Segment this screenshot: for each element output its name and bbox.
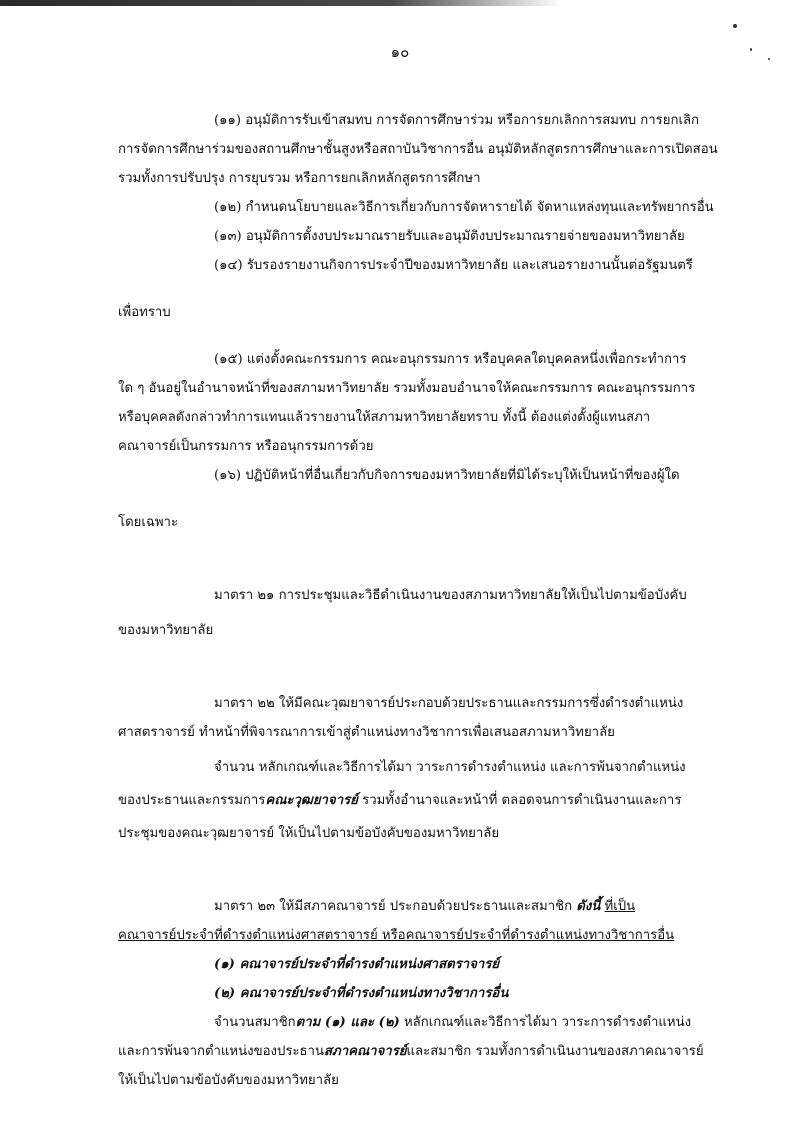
clause-12: (๑๒) กำหนดนโยบายและวิธีการเกี่ยวกับการจัดหารายได้ จัดหาแหล่งทุนและทรัพยากรอื่น [214, 200, 714, 215]
section-23-text: มาตรา ๒๓ ให้มีสภาคณาจารย์ ประกอบด้วยประธานและสมาชิก [214, 899, 577, 914]
document-body [118, 106, 718, 1095]
section-23-text: และสมาชิก รวมทั้งการดำเนินงานของสภาคณาจารย์ [406, 1044, 704, 1059]
amended-text: ตาม (๑) และ (๒) [295, 1015, 400, 1030]
clause-15-line-4: คณาจารย์เป็นกรรมการ หรืออนุกรรมการด้วย [118, 439, 374, 454]
page-number: ๑๐ [390, 43, 410, 61]
amended-text: ดังนี้ [576, 899, 601, 914]
section-21-line-1: มาตรา ๒๑ การประชุมและวิธีดำเนินงานของสภามหาวิทยาลัยให้เป็นไปตามข้อบังคับ [214, 588, 687, 603]
section-23-item-2: (๒) คณาจารย์ประจำที่ดำรงตำแหน่งทางวิชาการอื่น [214, 986, 509, 1001]
section-22-line-3: จำนวน หลักเกณฑ์และวิธีการได้มา วาระการดำรงตำแหน่ง และการพ้นจากตำแหน่ง [214, 760, 686, 775]
section-22-line-1: มาตรา ๒๒ ให้มีคณะวุฒยาจารย์ประกอบด้วยประธานและกรรมการซึ่งดำรงตำแหน่ง [214, 696, 684, 711]
section-23-text: และการพ้นจากตำแหน่งของประธาน [118, 1044, 324, 1059]
section-22-text: รวมทั้งอำนาจและหน้าที่ ตลอดจนการดำเนินงานและการ [357, 793, 682, 808]
scan-speck [733, 24, 737, 28]
section-23-line-2: คณาจารย์ประจำที่ดำรงตำแหน่งศาสตราจารย์ หรือคณาจารย์ประจำที่ดำรงตำแหน่งทางวิชาการอื่น [118, 928, 675, 943]
section-22-line-4 [118, 786, 718, 815]
section-23-line-1 [118, 892, 718, 921]
amended-text: สภาคณาจารย์ [323, 1044, 407, 1059]
clause-16-line-2: โดยเฉพาะ [118, 515, 179, 530]
section-23-line-4 [118, 1037, 718, 1066]
section-23-text: หลักเกณฑ์และวิธีการได้มา วาระการดำรงตำแหน่ง [399, 1015, 692, 1030]
clause-15-line-1: (๑๕) แต่งตั้งคณะกรรมการ คณะอนุกรรมการ หรือบุคคลใดบุคคลหนึ่งเพื่อกระทำการ [214, 352, 687, 367]
section-22-line-5: ประชุมของคณะวุฒยาจารย์ ให้เป็นไปตามข้อบังคับของมหาวิทยาลัย [118, 826, 500, 841]
section-23-line-3 [118, 1008, 718, 1037]
section-21-line-2: ของมหาวิทยาลัย [118, 623, 214, 638]
clause-13: (๑๓) อนุมัติการตั้งงบประมาณรายรับและอนุมัติงบประมาณรายจ่ายของมหาวิทยาลัย [214, 229, 685, 244]
scan-border-artifact [0, 0, 560, 6]
section-23-line-5: ให้เป็นไปตามข้อบังคับของมหาวิทยาลัย [118, 1073, 339, 1088]
clause-15-line-2: ใด ๆ อันอยู่ในอำนาจหน้าที่ของสภามหาวิทยาลัย รวมทั้งมอบอำนาจให้คณะกรรมการ คณะอนุกรรมการ [118, 381, 696, 396]
section-22-line-2: ศาสตราจารย์ ทำหน้าที่พิจารณาการเข้าสู่ตำแหน่งทางวิชาการเพื่อเสนอสภามหาวิทยาลัย [118, 725, 615, 740]
section-22-text: ของประธานและกรรมการ [118, 793, 266, 808]
clause-11-line-2: การจัดการศึกษาร่วมของสถานศึกษาชั้นสูงหรือสถาบันวิชาการอื่น อนุมัติหลักสูตรการศึกษาและการเปิดสอน [118, 142, 718, 157]
section-23-text: จำนวนสมาชิก [214, 1015, 296, 1030]
clause-11-line-1: (๑๑) อนุมัติการรับเข้าสมทบ การจัดการศึกษาร่วม หรือการยกเลิกการสมทบ การยกเลิก [214, 113, 700, 128]
clause-11-line-3: รวมทั้งการปรับปรุง การยุบรวม หรือการยกเลิกหลักสูตรการศึกษา [118, 171, 481, 186]
clause-15-line-3: หรือบุคคลดังกล่าวทำการแทนแล้วรายงานให้สภามหาวิทยาลัยทราบ ทั้งนี้ ต้องแต่งตั้งผู้แทนสภา [118, 410, 651, 425]
clause-14-line-2: เพื่อทราบ [118, 305, 171, 320]
section-23-item-1: (๑) คณาจารย์ประจำที่ดำรงตำแหน่งศาสตราจารย์ [214, 957, 500, 972]
clause-14-line-1: (๑๔) รับรองรายงานกิจการประจำปีของมหาวิทยาลัย และเสนอรายงานนั้นต่อรัฐมนตรี [214, 258, 693, 273]
amended-text: คณะวุฒยาจารย์ [265, 793, 358, 808]
underlined-text: ที่เป็น [604, 899, 636, 914]
clause-16-line-1: (๑๖) ปฏิบัติหน้าที่อื่นเกี่ยวกับกิจการของมหาวิทยาลัยที่มิได้ระบุให้เป็นหน้าที่ของผู้ใด [214, 468, 680, 483]
